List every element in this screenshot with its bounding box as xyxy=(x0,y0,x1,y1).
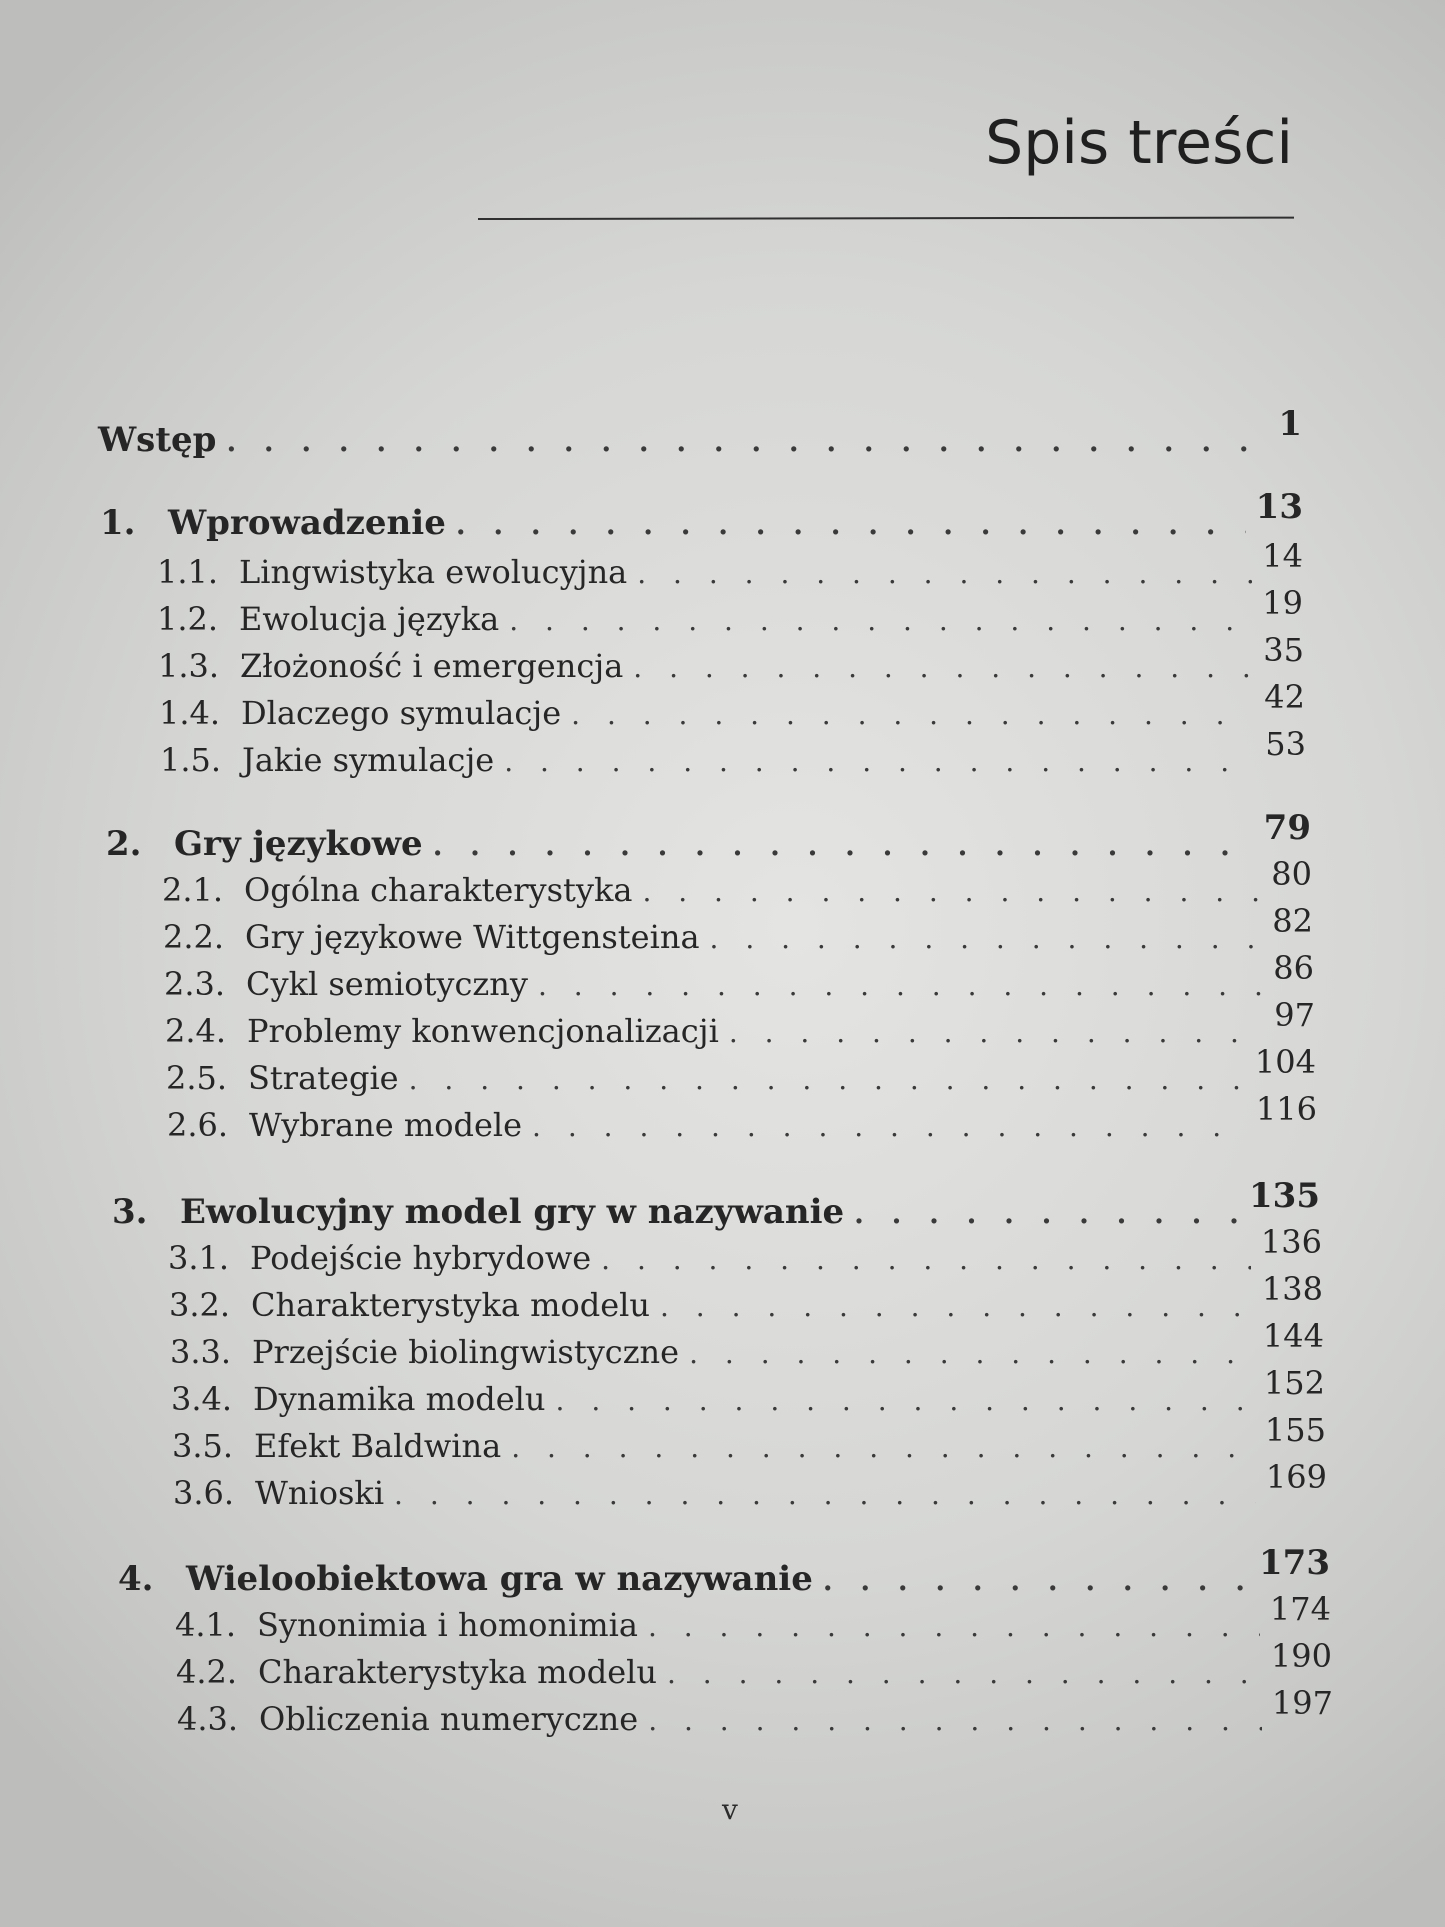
section-title: Ogólna charakterystyka xyxy=(244,871,633,909)
section-page: 197 xyxy=(1271,1684,1333,1722)
section-number: 1.1. xyxy=(157,553,219,591)
section-title: Lingwistyka ewolucyjna xyxy=(239,553,628,591)
toc-section[interactable] xyxy=(177,1684,1333,1738)
section-title: Synonimia i homonimia xyxy=(257,1606,638,1644)
section-page: 136 xyxy=(1260,1223,1322,1261)
section-title: Dynamika modelu xyxy=(253,1380,546,1418)
toc-section[interactable] xyxy=(164,949,1314,1003)
chapter-number: 2. xyxy=(106,824,142,864)
section-page: 80 xyxy=(1271,855,1312,893)
toc-section[interactable] xyxy=(163,902,1313,956)
section-page: 144 xyxy=(1262,1317,1324,1355)
section-number: 3.2. xyxy=(169,1286,231,1324)
dot-leader xyxy=(660,1293,1252,1321)
dot-leader xyxy=(729,1019,1264,1047)
section-title: Gry językowe Wittgensteina xyxy=(245,918,700,956)
toc-chapter[interactable] xyxy=(106,808,1311,864)
toc-section[interactable] xyxy=(167,1090,1317,1144)
section-title: Charakterystyka modelu xyxy=(258,1653,657,1691)
toc-entry-intro[interactable] xyxy=(98,404,1302,460)
toc-section[interactable] xyxy=(158,631,1304,685)
chapter-number: 4. xyxy=(118,1559,154,1599)
page-title: Spis treści xyxy=(985,108,1293,178)
section-title: Charakterystyka modelu xyxy=(251,1286,650,1324)
section-page: 19 xyxy=(1262,584,1303,622)
dot-leader xyxy=(394,1481,1256,1509)
section-page: 138 xyxy=(1261,1270,1323,1308)
toc-section[interactable] xyxy=(162,855,1312,909)
dot-leader xyxy=(648,1613,1260,1641)
chapter-title: Wprowadzenie xyxy=(168,503,446,543)
section-number: 1.2. xyxy=(157,600,219,638)
section-number: 1.5. xyxy=(160,741,222,779)
section-number: 4.2. xyxy=(176,1653,238,1691)
section-page: 82 xyxy=(1272,902,1313,940)
chapter-title: Gry językowe xyxy=(174,824,423,864)
section-number: 2.1. xyxy=(162,871,224,909)
section-page: 169 xyxy=(1265,1458,1327,1496)
chapter-number: 3. xyxy=(112,1192,148,1232)
section-number: 2.3. xyxy=(164,965,226,1003)
section-title: Jakie symulacje xyxy=(242,741,495,779)
toc-section[interactable] xyxy=(169,1270,1323,1324)
section-title: Efekt Baldwina xyxy=(254,1427,502,1465)
dot-leader xyxy=(710,925,1263,953)
toc-section[interactable] xyxy=(176,1637,1332,1691)
chapter-page: 79 xyxy=(1263,808,1311,848)
section-page: 35 xyxy=(1263,631,1304,669)
toc-section[interactable] xyxy=(165,996,1315,1050)
section-page: 174 xyxy=(1269,1590,1331,1628)
toc-section[interactable] xyxy=(173,1458,1327,1512)
section-number: 1.4. xyxy=(159,694,221,732)
section-page: 14 xyxy=(1262,537,1303,575)
dot-leader xyxy=(509,607,1252,635)
section-number: 4.1. xyxy=(175,1606,237,1644)
dot-leader xyxy=(689,1340,1253,1368)
dot-leader xyxy=(648,1707,1262,1735)
section-title: Problemy konwencjonalizacji xyxy=(247,1012,719,1050)
section-title: Złożoność i emergencja xyxy=(240,647,624,685)
section-number: 3.3. xyxy=(170,1333,232,1371)
toc-section[interactable] xyxy=(157,584,1303,638)
toc-section[interactable] xyxy=(170,1317,1324,1371)
section-number: 1.3. xyxy=(158,647,220,685)
toc-section[interactable] xyxy=(171,1364,1325,1418)
toc-section[interactable] xyxy=(175,1590,1331,1644)
section-page: 53 xyxy=(1265,725,1306,763)
section-page: 86 xyxy=(1273,949,1314,987)
chapter-page: 173 xyxy=(1259,1543,1330,1583)
toc-entry-label: Wstęp xyxy=(98,420,217,460)
section-number: 4.3. xyxy=(177,1700,239,1738)
dot-leader xyxy=(642,878,1261,906)
chapter-number: 1. xyxy=(100,503,136,543)
toc-section[interactable] xyxy=(159,678,1305,732)
toc-section[interactable] xyxy=(166,1043,1316,1097)
section-number: 3.6. xyxy=(173,1474,235,1512)
section-page: 42 xyxy=(1264,678,1305,716)
section-title: Strategie xyxy=(248,1059,399,1097)
dot-leader xyxy=(556,1387,1254,1415)
toc-section[interactable] xyxy=(172,1411,1326,1465)
page-number: v xyxy=(722,1793,738,1826)
section-number: 2.2. xyxy=(163,918,225,956)
section-page: 152 xyxy=(1263,1364,1325,1402)
chapter-title: Wieloobiektowa gra w nazywanie xyxy=(186,1559,813,1599)
dot-leader xyxy=(538,972,1263,1000)
section-number: 2.6. xyxy=(167,1106,229,1144)
section-number: 2.4. xyxy=(165,1012,227,1050)
section-title: Cykl semiotyczny xyxy=(246,965,528,1003)
dot-leader xyxy=(226,428,1268,456)
dot-leader xyxy=(823,1567,1249,1595)
dot-leader xyxy=(637,560,1252,588)
section-page: 190 xyxy=(1270,1637,1332,1675)
section-number: 3.4. xyxy=(171,1380,233,1418)
dot-leader xyxy=(633,654,1253,682)
dot-leader xyxy=(433,832,1254,860)
dot-leader xyxy=(571,701,1254,729)
section-title: Ewolucja języka xyxy=(239,600,500,638)
chapter-page: 13 xyxy=(1255,487,1303,527)
toc-chapter[interactable] xyxy=(118,1543,1330,1599)
toc-chapter[interactable] xyxy=(112,1176,1320,1232)
toc-section[interactable] xyxy=(160,725,1306,779)
dot-leader xyxy=(409,1066,1245,1094)
section-page: 116 xyxy=(1255,1090,1317,1128)
section-page: 104 xyxy=(1254,1043,1316,1081)
section-title: Dlaczego symulacje xyxy=(241,694,562,732)
section-number: 2.5. xyxy=(166,1059,228,1097)
dot-leader xyxy=(532,1113,1246,1141)
toc-entry-page: 1 xyxy=(1278,404,1302,444)
chapter-page: 135 xyxy=(1249,1176,1320,1216)
section-page: 97 xyxy=(1274,996,1315,1034)
toc-section[interactable] xyxy=(168,1223,1322,1277)
dot-leader xyxy=(667,1660,1261,1688)
section-title: Wnioski xyxy=(255,1474,385,1512)
dot-leader xyxy=(854,1200,1239,1228)
section-title: Wybrane modele xyxy=(249,1106,523,1144)
section-number: 3.5. xyxy=(172,1427,234,1465)
toc-section[interactable] xyxy=(157,537,1303,591)
section-page: 155 xyxy=(1264,1411,1326,1449)
section-title: Podejście hybrydowe xyxy=(250,1239,592,1277)
dot-leader xyxy=(601,1246,1251,1274)
section-title: Przejście biolingwistyczne xyxy=(252,1333,680,1371)
toc-chapter[interactable] xyxy=(100,487,1303,543)
section-title: Obliczenia numeryczne xyxy=(259,1700,639,1738)
dot-leader xyxy=(456,511,1246,539)
dot-leader xyxy=(511,1434,1255,1462)
section-number: 3.1. xyxy=(168,1239,230,1277)
chapter-title: Ewolucyjny model gry w nazywanie xyxy=(180,1192,845,1232)
dot-leader xyxy=(504,748,1255,776)
